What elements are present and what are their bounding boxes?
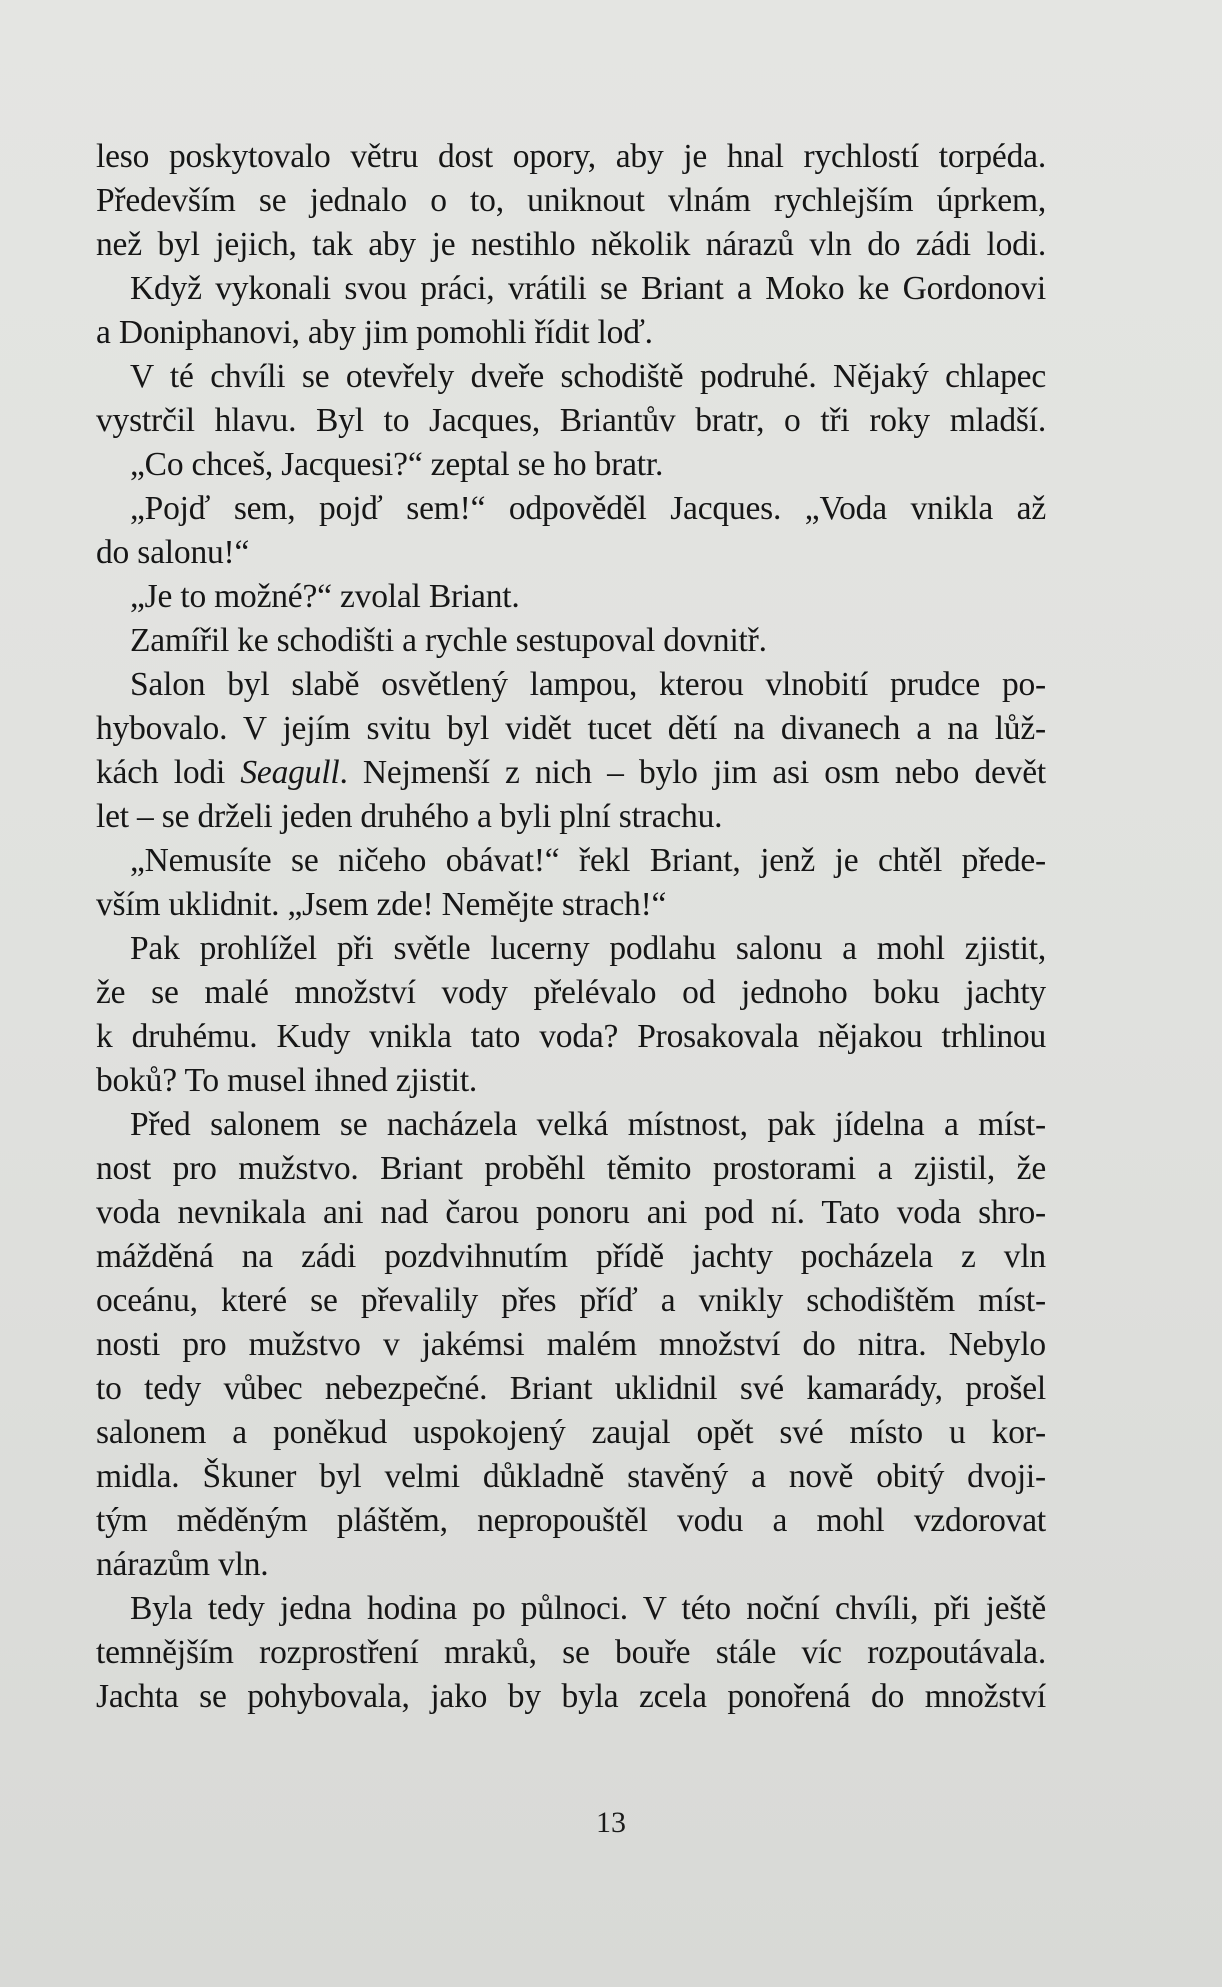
text-line: kách lodi Seagull. Nejmenší z nich – bylo jim asi osm nebo devět <box>96 754 1046 791</box>
text-line: Byla tedy jedna hodina po půlnoci. V této noční chvíli, při ještě <box>130 1590 1046 1627</box>
text-line: že se malé množství vody přelévalo od jednoho boku jachty <box>96 974 1046 1011</box>
text-line: do salonu!“ <box>96 534 250 571</box>
text-line: Pak prohlížel při světle lucerny podlahu salonu a mohl zjistit, <box>130 930 1046 967</box>
text-line: Jachta se pohybovala, jako by byla zcela ponořená do množství <box>96 1678 1046 1715</box>
text-line: Když vykonali svou práci, vrátili se Briant a Moko ke Gordonovi <box>130 270 1046 307</box>
text-line: tým měděným pláštěm, nepropouštěl vodu a mohl vzdorovat <box>96 1502 1046 1539</box>
text-line: nost pro mužstvo. Briant proběhl těmito prostorami a zjistil, že <box>96 1150 1046 1187</box>
text-line: temnějším rozprostření mraků, se bouře stále víc rozpoutávala. <box>96 1634 1046 1671</box>
text-line: k druhému. Kudy vnikla tato voda? Prosakovala nějakou trhlinou <box>96 1018 1046 1055</box>
text-line: než byl jejich, tak aby je nestihlo několik nárazů vln do zádi lodi. <box>96 226 1046 263</box>
text-line: nosti pro mužstvo v jakémsi malém množství do nitra. Nebylo <box>96 1326 1046 1363</box>
body-text <box>96 135 1046 1719</box>
text-line: voda nevnikala ani nad čarou ponoru ani pod ní. Tato voda shro- <box>96 1194 1046 1231</box>
text-line: „Co chceš, Jacquesi?“ zeptal se ho bratr. <box>130 446 664 483</box>
page-number: 13 <box>596 1806 626 1839</box>
text-line: leso poskytovalo větru dost opory, aby je hnal rychlostí torpéda. <box>96 138 1046 175</box>
text-line: Před salonem se nacházela velká místnost, pak jídelna a míst- <box>130 1106 1046 1143</box>
text-line: let – se drželi jeden druhého a byli plní strachu. <box>96 798 723 835</box>
text-line: Zamířil ke schodišti a rychle sestupoval dovnitř. <box>130 622 767 659</box>
text-line: Salon byl slabě osvětlený lampou, kterou vlnobití prudce po- <box>130 666 1046 703</box>
text-line: nárazům vln. <box>96 1546 269 1583</box>
text-line: hybovalo. V jejím svitu byl vidět tucet dětí na divanech a na lůž- <box>96 710 1046 747</box>
text-line: „Je to možné?“ zvolal Briant. <box>130 578 520 615</box>
text-line: V té chvíli se otevřely dveře schodiště podruhé. Nějaký chlapec <box>130 358 1046 395</box>
text-line: vším uklidnit. „Jsem zde! Nemějte strach!“ <box>96 886 667 923</box>
text-line: to tedy vůbec nebezpečné. Briant uklidnil své kamarády, prošel <box>96 1370 1046 1407</box>
text-line: vystrčil hlavu. Byl to Jacques, Briantův bratr, o tři roky mladší. <box>96 402 1046 439</box>
text-line: „Pojď sem, pojď sem!“ odpověděl Jacques. „Voda vnikla až <box>130 490 1046 527</box>
text-line: a Doniphanovi, aby jim pomohli řídit loď. <box>96 314 653 351</box>
text-line: oceánu, které se převalily přes příď a vnikly schodištěm míst- <box>96 1282 1046 1319</box>
ship-name: Seagull <box>240 754 340 791</box>
text-line: boků? To musel ihned zjistit. <box>96 1062 478 1099</box>
text-line: Především se jednalo o to, uniknout vlnám rychlejším úprkem, <box>96 182 1046 219</box>
text-line: „Nemusíte se ničeho obávat!“ řekl Briant, jenž je chtěl přede- <box>130 842 1046 879</box>
text-line: mážděná na zádi pozdvihnutím přídě jachty pocházela z vln <box>96 1238 1046 1275</box>
text-line: salonem a poněkud uspokojený zaujal opět své místo u kor- <box>96 1414 1046 1451</box>
text-line: midla. Škuner byl velmi důkladně stavěný a nově obitý dvoji- <box>96 1458 1046 1495</box>
